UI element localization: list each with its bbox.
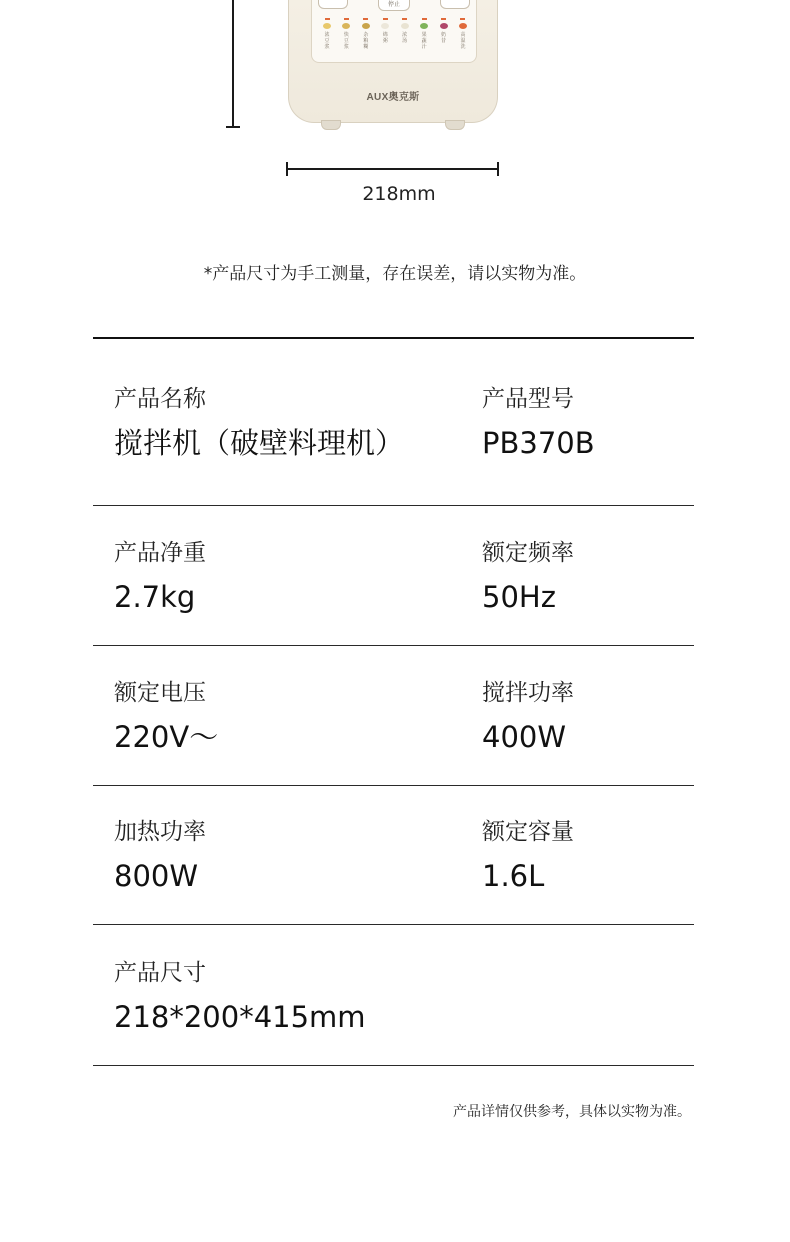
spec-cell (482, 818, 574, 894)
spec-row (93, 339, 694, 505)
spec-cell (114, 679, 218, 755)
spec-value: 50Hz (482, 580, 556, 614)
width-dimension-label: 218mm (362, 183, 436, 205)
spec-label: 额定电压 (114, 680, 206, 706)
spec-label: 产品尺寸 (114, 960, 206, 986)
panel-stop-button: 停止 (378, 0, 410, 11)
spec-value: PB370B (482, 426, 595, 460)
spec-label: 产品型号 (482, 386, 574, 412)
spec-row (93, 506, 694, 645)
width-dimension-cap-right (497, 162, 499, 176)
panel-function-key (417, 18, 431, 50)
panel-function-key (378, 18, 392, 50)
table-bottom-rule (93, 1065, 694, 1066)
key-label: 快豆浆 (343, 32, 349, 50)
blender-foot-left (321, 120, 341, 130)
spec-value: 218*200*415mm (114, 1000, 366, 1034)
key-label: 奶昔 (441, 32, 447, 44)
panel-right-button (440, 0, 470, 9)
spec-label: 额定容量 (482, 819, 574, 845)
key-label: 浓汤 (402, 32, 408, 44)
spec-row (93, 646, 694, 785)
spec-label: 产品净重 (114, 540, 206, 566)
height-dimension-line (232, 0, 234, 128)
key-indicator-light (383, 18, 388, 20)
panel-left-button (318, 0, 348, 9)
key-indicator-light (441, 18, 446, 20)
spec-cell (482, 539, 574, 615)
panel-function-key (437, 18, 451, 50)
height-dimension-cap (226, 126, 240, 128)
key-food-icon (459, 23, 467, 29)
key-food-icon (323, 23, 331, 29)
spec-value: 搅拌机（破壁料理机） (114, 426, 405, 460)
key-indicator-light (363, 18, 368, 20)
spec-cell (114, 818, 206, 894)
panel-function-key (398, 18, 412, 50)
spec-cell (114, 539, 206, 615)
blender-foot-right (445, 120, 465, 130)
key-indicator-light (402, 18, 407, 20)
key-label: 浓豆浆 (324, 32, 330, 50)
width-dimension-cap-left (286, 162, 288, 176)
panel-function-key (456, 18, 470, 50)
key-food-icon (342, 23, 350, 29)
product-illustration (0, 0, 790, 215)
key-label: 绵粥 (382, 32, 388, 44)
key-indicator-light (460, 18, 465, 20)
spec-label: 搅拌功率 (482, 680, 574, 706)
key-indicator-light (422, 18, 427, 20)
control-panel (311, 0, 477, 63)
panel-function-key (339, 18, 353, 50)
spec-value: 2.7kg (114, 580, 196, 614)
spec-value: 800W (114, 859, 199, 893)
disclaimer-footnote: 产品详情仅供参考，具体以实物为准。 (453, 1104, 691, 1120)
spec-row (93, 786, 694, 924)
key-label: 杂粮糊 (363, 32, 369, 50)
key-food-icon (381, 23, 389, 29)
key-food-icon (440, 23, 448, 29)
key-indicator-light (325, 18, 330, 20)
key-food-icon (420, 23, 428, 29)
spec-cell (482, 679, 574, 755)
spec-table (93, 337, 694, 1066)
key-label: 果蔬汁 (421, 32, 427, 50)
panel-function-keys (320, 18, 470, 50)
panel-function-key (359, 18, 373, 50)
key-indicator-light (344, 18, 349, 20)
spec-row (93, 925, 694, 1065)
key-food-icon (401, 23, 409, 29)
spec-cell (482, 385, 595, 461)
spec-label: 产品名称 (114, 386, 206, 412)
spec-cell (114, 959, 366, 1035)
spec-cell (114, 385, 404, 461)
brand-logo: AUX奥克斯 (366, 92, 420, 103)
key-label: 高温洗 (460, 32, 466, 50)
panel-function-key (320, 18, 334, 50)
spec-value: 400W (482, 720, 567, 754)
spec-value: 1.6L (482, 859, 545, 893)
spec-value: 220V〜 (114, 720, 219, 754)
spec-label: 额定频率 (482, 540, 574, 566)
spec-label: 加热功率 (114, 819, 206, 845)
width-dimension-line (288, 168, 499, 170)
measurement-note: *产品尺寸为手工测量，存在误差，请以实物为准。 (203, 264, 587, 284)
blender-base-image (288, 0, 498, 123)
key-food-icon (362, 23, 370, 29)
